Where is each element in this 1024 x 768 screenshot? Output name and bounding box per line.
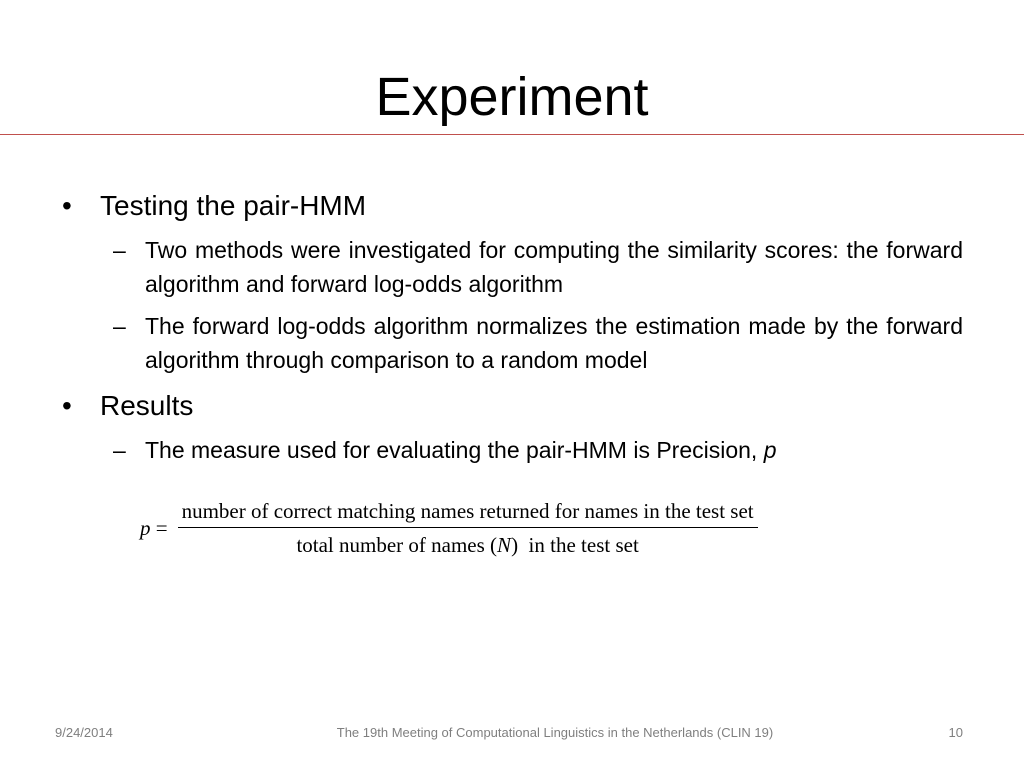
bullet-text: Testing the pair-HMM xyxy=(100,190,367,221)
precision-formula xyxy=(140,496,758,560)
formula-variable-n: N xyxy=(497,532,512,557)
slide-title: Experiment xyxy=(375,67,649,127)
bullet-item-testing xyxy=(62,188,366,224)
title-divider xyxy=(0,134,1024,135)
subitem-text: The forward log-odds algorithm normalizes the estimation made by the forward algorithm through comparison to a random model xyxy=(145,313,963,373)
formula-equals: = xyxy=(155,515,168,540)
bullet-item-results xyxy=(62,388,193,424)
subitem-marker: – xyxy=(113,313,126,339)
subitem-log-odds xyxy=(113,309,963,377)
formula-fraction xyxy=(178,499,758,558)
footer-date: 9/24/2014 xyxy=(55,725,113,740)
subitem-marker: – xyxy=(113,237,126,263)
bullet-marker: • xyxy=(62,390,72,421)
precision-symbol: p xyxy=(763,437,777,463)
bullet-marker: • xyxy=(62,190,72,221)
subitem-text: The measure used for evaluating the pair-HMM is Precision, xyxy=(145,437,764,463)
denominator-suffix: ) in the test set xyxy=(511,532,639,557)
formula-variable-p: p xyxy=(140,515,151,540)
formula-denominator xyxy=(296,528,638,558)
denominator-prefix: total number of names ( xyxy=(296,532,498,557)
formula-lhs xyxy=(140,516,168,541)
subitem-precision xyxy=(113,433,963,467)
bullet-text: Results xyxy=(100,390,194,421)
subitem-methods xyxy=(113,233,963,301)
page-number: 10 xyxy=(948,725,963,740)
formula-numerator: number of correct matching names returned for names in the test set xyxy=(178,499,758,528)
footer-event: The 19th Meeting of Computational Linguistics in the Netherlands (CLIN 19) xyxy=(336,725,774,740)
subitem-marker: – xyxy=(113,437,126,463)
subitem-text: Two methods were investigated for computing the similarity scores: the forward algorithm and forward log-odds algorithm xyxy=(145,237,963,297)
